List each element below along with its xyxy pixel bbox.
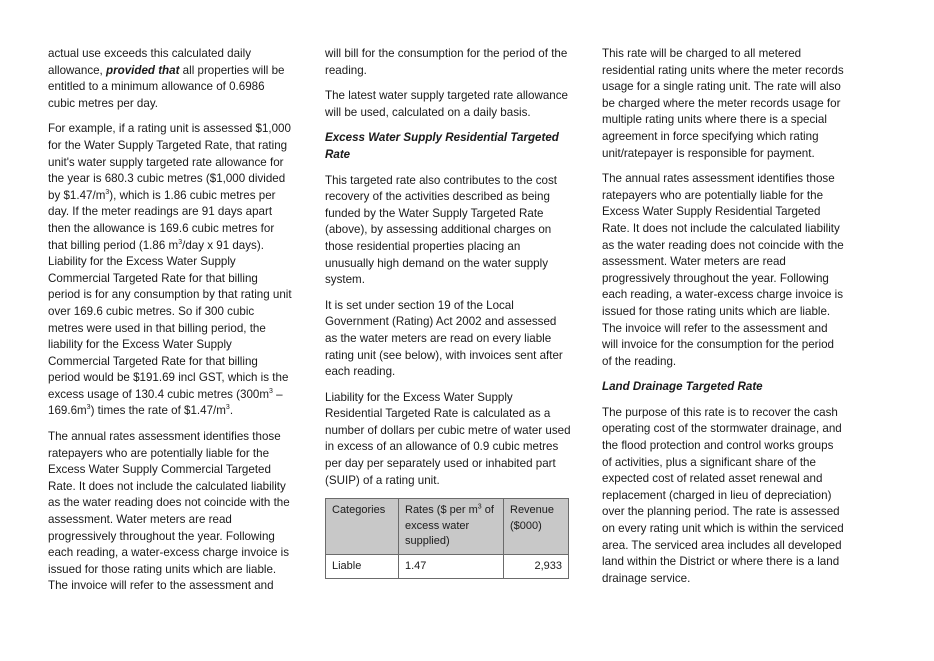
paragraph-residential-assessment: The annual rates assessment identifies those ratepayers who are potentially liable for the Excess Water Supply Residential Targeted Rate. It does not include the calculated liability as the water reading does not coincide with the assessment. Water meters are read progressively throughout the year. Following each reading, a water-excess charge invoice is issued for those rating units which are liable. The invoice will refer to the assessment and will invoice for the consumption for the period of the reading. <box>602 172 844 368</box>
paragraph-cost-recovery: This targeted rate also contributes to the cost recovery of the activities described as being funded by the Water Supply Targeted Rate (above), by assessing additional charges on those residential properties placing an unusually high demand on the water supply system. <box>325 173 557 287</box>
paragraph-allowance: actual use exceeds this calculated daily allowance, provided that all properties will be entitled to a minimum allowance of 0.6986 cubic metres per day. <box>48 47 285 110</box>
header-revenue: Revenue ($000) <box>504 499 569 555</box>
paragraph-example: For example, if a rating unit is assessed $1,000 for the Water Supply Targeted Rate, that rating unit's water supply targeted rate allowance for the year is 680.3 cubic metres ($1,000 divided by $\$1.47/m^3$), which is 1.86 cubic metres per day. If the meter readings are 91 days apart then the allowance is 169.6 cubic metres for that billing period (1.86 $m^3$/day x 91 days). Liability for the Excess Water Supply Commercial Targeted Rate for that billing period is for any consumption by that rating unit over 169.6 cubic metres. So if 300 cubic metres were used in that billing period, the liability for the Excess Water Supply Commercial Targeted Rate for that billing period would be $191.69 incl GST, which is the excess usage of 130.4 cubic metres $(300m^3 - 169.6m^3)$ times the rate of $\$1.47/m^3$. <box>48 122 292 418</box>
cell-revenue: 2,933 <box>504 554 569 579</box>
paragraph-latest-allowance: The latest water supply targeted rate allowance will be used, calculated on a daily basis. <box>325 89 568 119</box>
heading-excess-residential: Excess Water Supply Residential Targeted Rate <box>325 131 559 161</box>
column-1 <box>48 46 292 604</box>
table-header-row <box>326 499 569 555</box>
heading-land-drainage: Land Drainage Targeted Rate <box>602 380 763 394</box>
column-2 <box>325 46 571 579</box>
paragraph-section-19: It is set under section 19 of the Local Government (Rating) Act 2002 and assessed as the water meters are read on every liable rating unit (see below), with invoices sent after each reading. <box>325 298 563 379</box>
cell-category: Liable <box>326 554 399 579</box>
header-rates: Rates ($ per $m^3$ of excess water supplied) <box>399 499 504 555</box>
paragraph-liability: Liability for the Excess Water Supply Residential Targeted Rate is calculated as a number of dollars per cubic metre of water used in excess of an allowance of 0.9 cubic metres per day per separately used or inhabited part (SUIP) of a rating unit. <box>325 390 571 487</box>
provided-that-emphasis: provided that <box>106 63 180 77</box>
table-row <box>326 554 569 579</box>
paragraph-land-drainage-purpose: The purpose of this rate is to recover the cash operating cost of the stormwater drainage, and the flood protection and control works groups of activities, plus a significant share of the expected cost of related asset renewal and replacement (charged in lieu of depreciation) over the planning period. The rate is assessed on every rating unit which is within the serviced area. The serviced area includes all developed land within the District or where there is a land drainage service. <box>602 405 844 585</box>
cell-rate: 1.47 <box>399 554 504 579</box>
paragraph-assessment: The annual rates assessment identifies those ratepayers who are potentially liable for the Excess Water Supply Commercial Targeted Rate. It does not include the calculated liability as the water reading does not coincide with the assessment. Water meters are read progressively throughout the year. Following each reading, a water-excess charge invoice is issued for those rating units which are liable. The invoice will refer to the assessment and <box>48 430 290 593</box>
column-3 <box>602 46 846 596</box>
rates-table <box>325 498 569 579</box>
paragraph-metered-units: This rate will be charged to all metered residential rating units where the meter records usage for a single rating unit. The rate will also be charged where the meter records usage for multiple rating units where there is a special agreement in force specifying which rating unit/ratepayer is responsible for payment. <box>602 47 844 160</box>
header-categories: Categories <box>326 499 399 555</box>
paragraph-billing: will bill for the consumption for the period of the reading. <box>325 47 568 77</box>
